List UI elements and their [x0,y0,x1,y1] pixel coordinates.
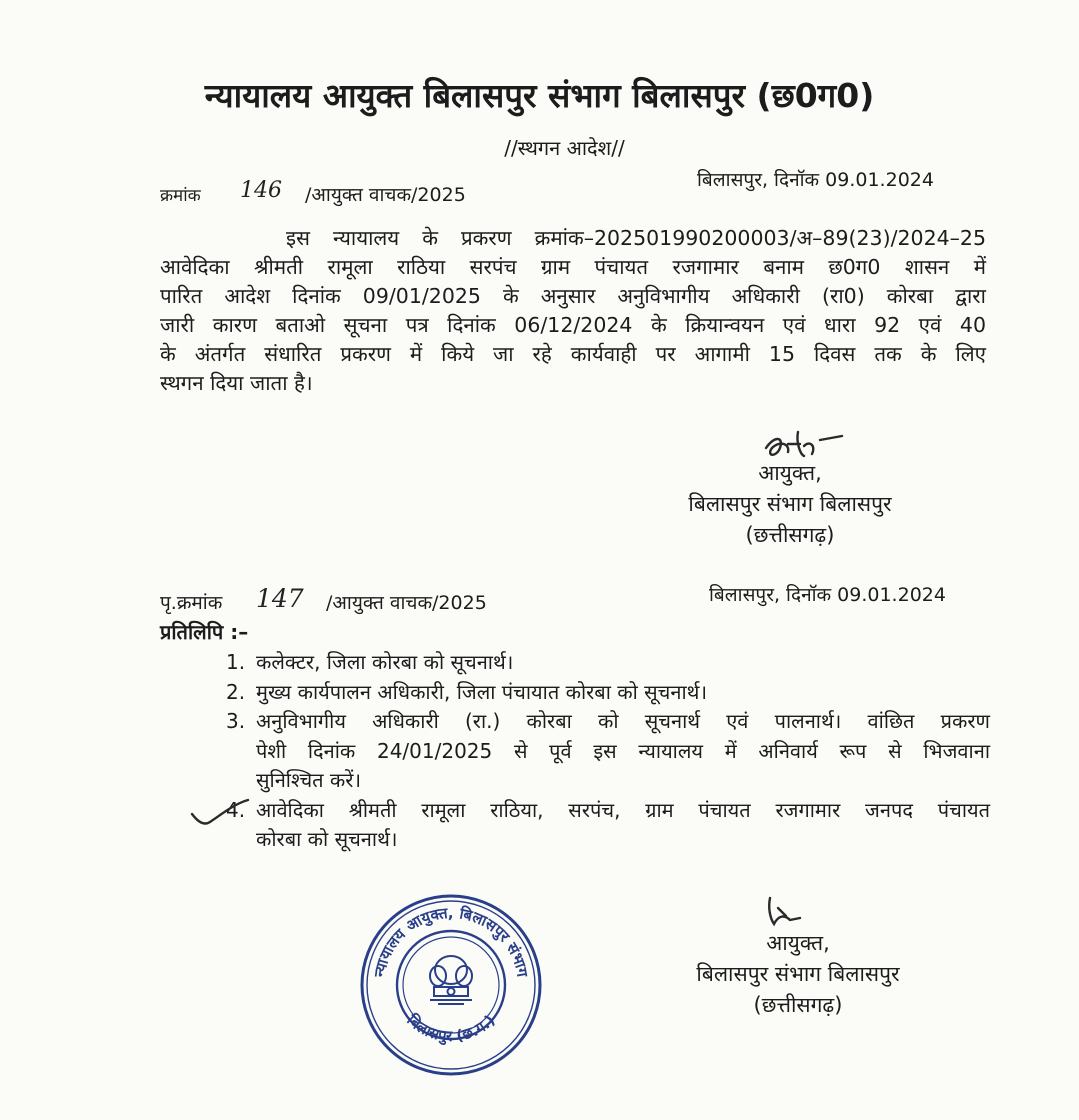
order-ref-label: क्रमांक [160,186,201,206]
seal-top-text: न्यायालय आयुक्त, बिलासपुर संभाग [370,904,532,979]
endorsement-place-date: बिलासपुर, दिनॉक 09.01.2024 [709,584,946,606]
list-item [160,678,990,708]
list-item [160,796,990,855]
svg-text:बिलासपुर (छ.ग.) [403,1010,499,1046]
list-item-number: 2. [226,679,246,704]
body-line: स्थगन दिया जाता है। [160,371,313,395]
list-item-text: आवेदिका श्रीमती रामूला राठिया, सरपंच, ग्राम पंचायत रजगामार जनपद पंचायत [256,797,990,822]
endorsement-ref-number: 147 [256,584,304,613]
list-item-number: 4. [226,797,246,822]
list-item-text: सुनिश्चित करें। [256,768,362,792]
signatory-office: बिलासपुर संभाग बिलासपुर [696,962,900,986]
endorsement-ref-label: पृ.क्रमांक [160,592,223,614]
signature-block-1 [630,458,950,551]
order-ref-number: 146 [240,178,282,203]
endorsement-ref-suffix: /आयुक्त वाचक/2025 [326,592,487,614]
body-line: जारी कारण बताओ सूचना पत्र दिनांक 06/12/2024 के क्रियान्वयन एवं धारा 92 एवं 40 [160,313,986,337]
court-title: न्यायालय आयुक्त बिलासपुर संभाग बिलासपुर (छ0ग0) [204,76,875,115]
order-place-date: बिलासपुर, दिनॉक 09.01.2024 [697,169,934,191]
order-ref-suffix: /आयुक्त वाचक/2025 [305,184,466,206]
list-item-text: मुख्य कार्यपालन अधिकारी, जिला पंचायात कोरबा को सूचनार्थ। [256,679,708,704]
signatory-designation: आयुक्त, [758,461,822,485]
signatory-state: (छत्तीसगढ़) [753,993,843,1017]
copy-to-label: प्रतिलिपि :– [160,620,249,644]
list-item [160,707,990,796]
copy-list [160,648,990,855]
list-item-text: कोरबा को सूचनार्थ। [256,827,398,851]
tick-mark-icon [188,796,252,836]
signatory-office: बिलासपुर संभाग बिलासपुर [688,492,892,516]
seal-bottom-text: बिलासपुर (छ.ग.) [403,1011,499,1046]
list-item-text: कलेक्टर, जिला कोरबा को सूचनार्थ। [256,650,514,674]
signatory-designation: आयुक्त, [766,931,830,955]
body-line: आवेदिका श्रीमती रामूला राठिया सरपंच ग्राम पंचायत रजगामार बनाम छ0ग0 शासन में [160,255,986,279]
signatory-state: (छत्तीसगढ़) [745,523,835,547]
body-line: इस न्यायालय के प्रकरण क्रमांक–202501990200003/अ–89(23)/2024–25 [286,226,986,250]
list-item [160,648,990,678]
signature-block-2 [638,928,958,1021]
list-item-number: 1. [226,650,246,674]
emblem-icon [430,956,472,1004]
body-line: के अंतर्गत संधारित प्रकरण में किये जा रहे कार्यवाही पर आगामी 15 दिवस तक के लिए [160,342,986,366]
official-seal [358,892,544,1078]
body-line: पारित आदेश दिनांक 09/01/2025 के अनुसार अनुविभागीय अधिकारी (रा0) कोरबा द्वारा [160,284,986,308]
list-item-text: पेशी दिनांक 24/01/2025 से पूर्व इस न्यायालय में अनिवार्य रूप से भिजवाना [256,738,990,763]
list-item-number: 3. [226,709,246,733]
list-item-text: अनुविभागीय अधिकारी (रा.) कोरबा को सूचनार्थ एवं पालनार्थ। वांछित प्रकरण [256,709,990,733]
order-subtitle: //स्थगन आदेश// [504,136,625,160]
order-body [160,224,986,398]
